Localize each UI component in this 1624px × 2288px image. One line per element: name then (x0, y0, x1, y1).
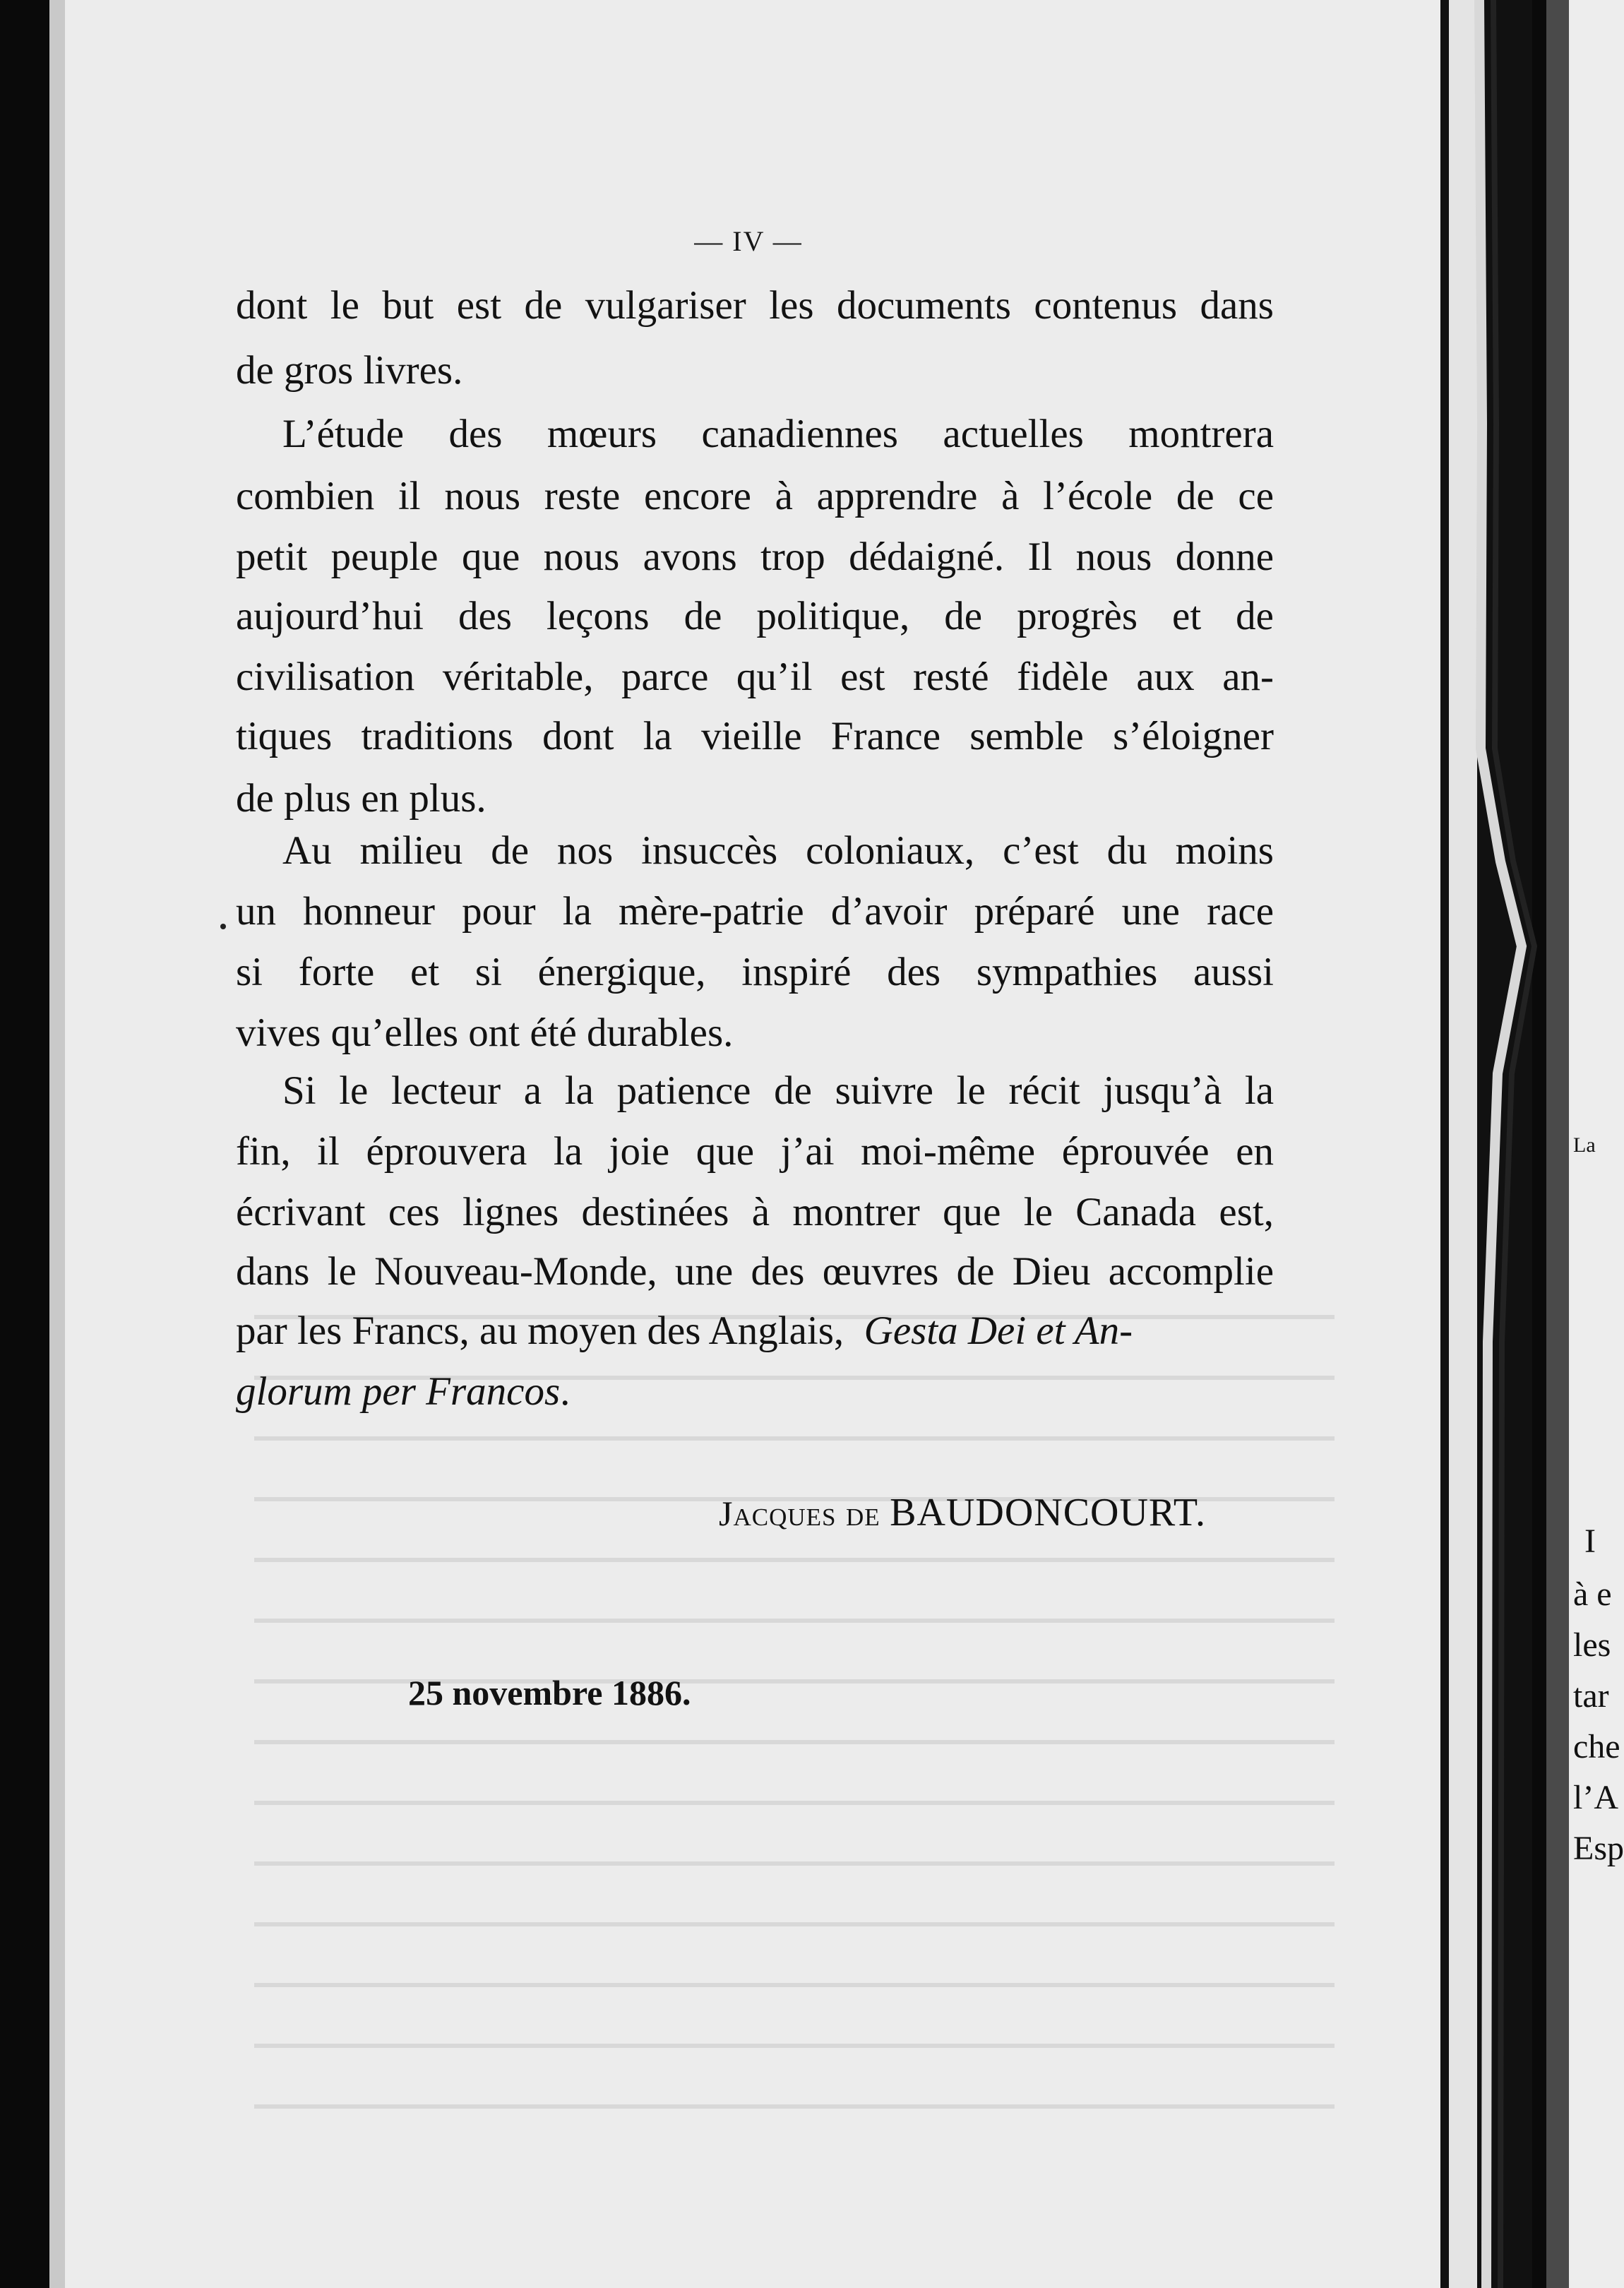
page-number: — IV — (694, 225, 803, 257)
text-line: civilisation véritable, parce qu’il est resté fidèle aux an- (236, 655, 1274, 699)
latin-quote: glorum per Francos (236, 1369, 561, 1414)
preface-date: 25 novembre 1886. (408, 1673, 691, 1712)
facing-page-text: à e (1573, 1575, 1612, 1613)
text-line: fin, il éprouvera la joie que j’ai moi-même éprouvée en (236, 1129, 1274, 1174)
facing-page-text: les (1573, 1626, 1611, 1664)
text-line: dans le Nouveau-Monde, une des œuvres de Dieu accomplie (236, 1249, 1274, 1294)
facing-page-text: Esp (1573, 1830, 1624, 1867)
facing-page-text: La (1573, 1133, 1596, 1157)
author-signature (719, 1490, 1206, 1535)
text-line: écrivant ces lignes destinées à montrer que le Canada est, (236, 1190, 1274, 1234)
spine-fold-line (1472, 0, 1550, 2288)
text-line: combien il nous reste encore à apprendre à l’école de ce (236, 474, 1274, 518)
facing-page-text: che (1573, 1728, 1620, 1765)
text-line (236, 1306, 1274, 1356)
text-line: L’étude des mœurs canadiennes actuelles montrera (282, 412, 1274, 456)
text-line: aujourd’hui des leçons de politique, de progrès et de (236, 594, 1274, 638)
text-line: de plus en plus. (236, 776, 486, 821)
facing-page-text: I (1584, 1523, 1596, 1560)
latin-quote: Gesta Dei et An- (864, 1309, 1133, 1353)
text-line: Si le lecteur a la patience de suivre le récit jusqu’à la (282, 1068, 1274, 1113)
text-run: . (560, 1369, 571, 1414)
text-line (236, 1367, 570, 1417)
text-line: petit peuple que nous avons trop dédaigné. Il nous donne (236, 535, 1274, 579)
author-surname: BAUDONCOURT. (890, 1491, 1206, 1535)
text-line: un honneur pour la mère-patrie d’avoir préparé une race (236, 889, 1274, 934)
author-first-name: Jacques de (719, 1494, 880, 1533)
text-run: par les Francs, au moyen des Anglais, (236, 1309, 844, 1353)
ink-speck (220, 924, 226, 929)
text-line: de gros livres. (236, 348, 463, 393)
facing-page-text: tar (1573, 1677, 1609, 1715)
text-line: vives qu’elles ont été durables. (236, 1011, 734, 1055)
text-line: tiques traditions dont la vieille France semble s’éloigner (236, 714, 1274, 758)
text-line: Au milieu de nos insuccès coloniaux, c’est du moins (282, 828, 1274, 873)
facing-page-text: l’A (1573, 1779, 1618, 1816)
text-line: si forte et si énergique, inspiré des sympathies aussi (236, 950, 1274, 994)
facing-page-fragment (1569, 0, 1624, 2288)
text-line: dont le but est de vulgariser les documents contenus dans (236, 283, 1274, 328)
